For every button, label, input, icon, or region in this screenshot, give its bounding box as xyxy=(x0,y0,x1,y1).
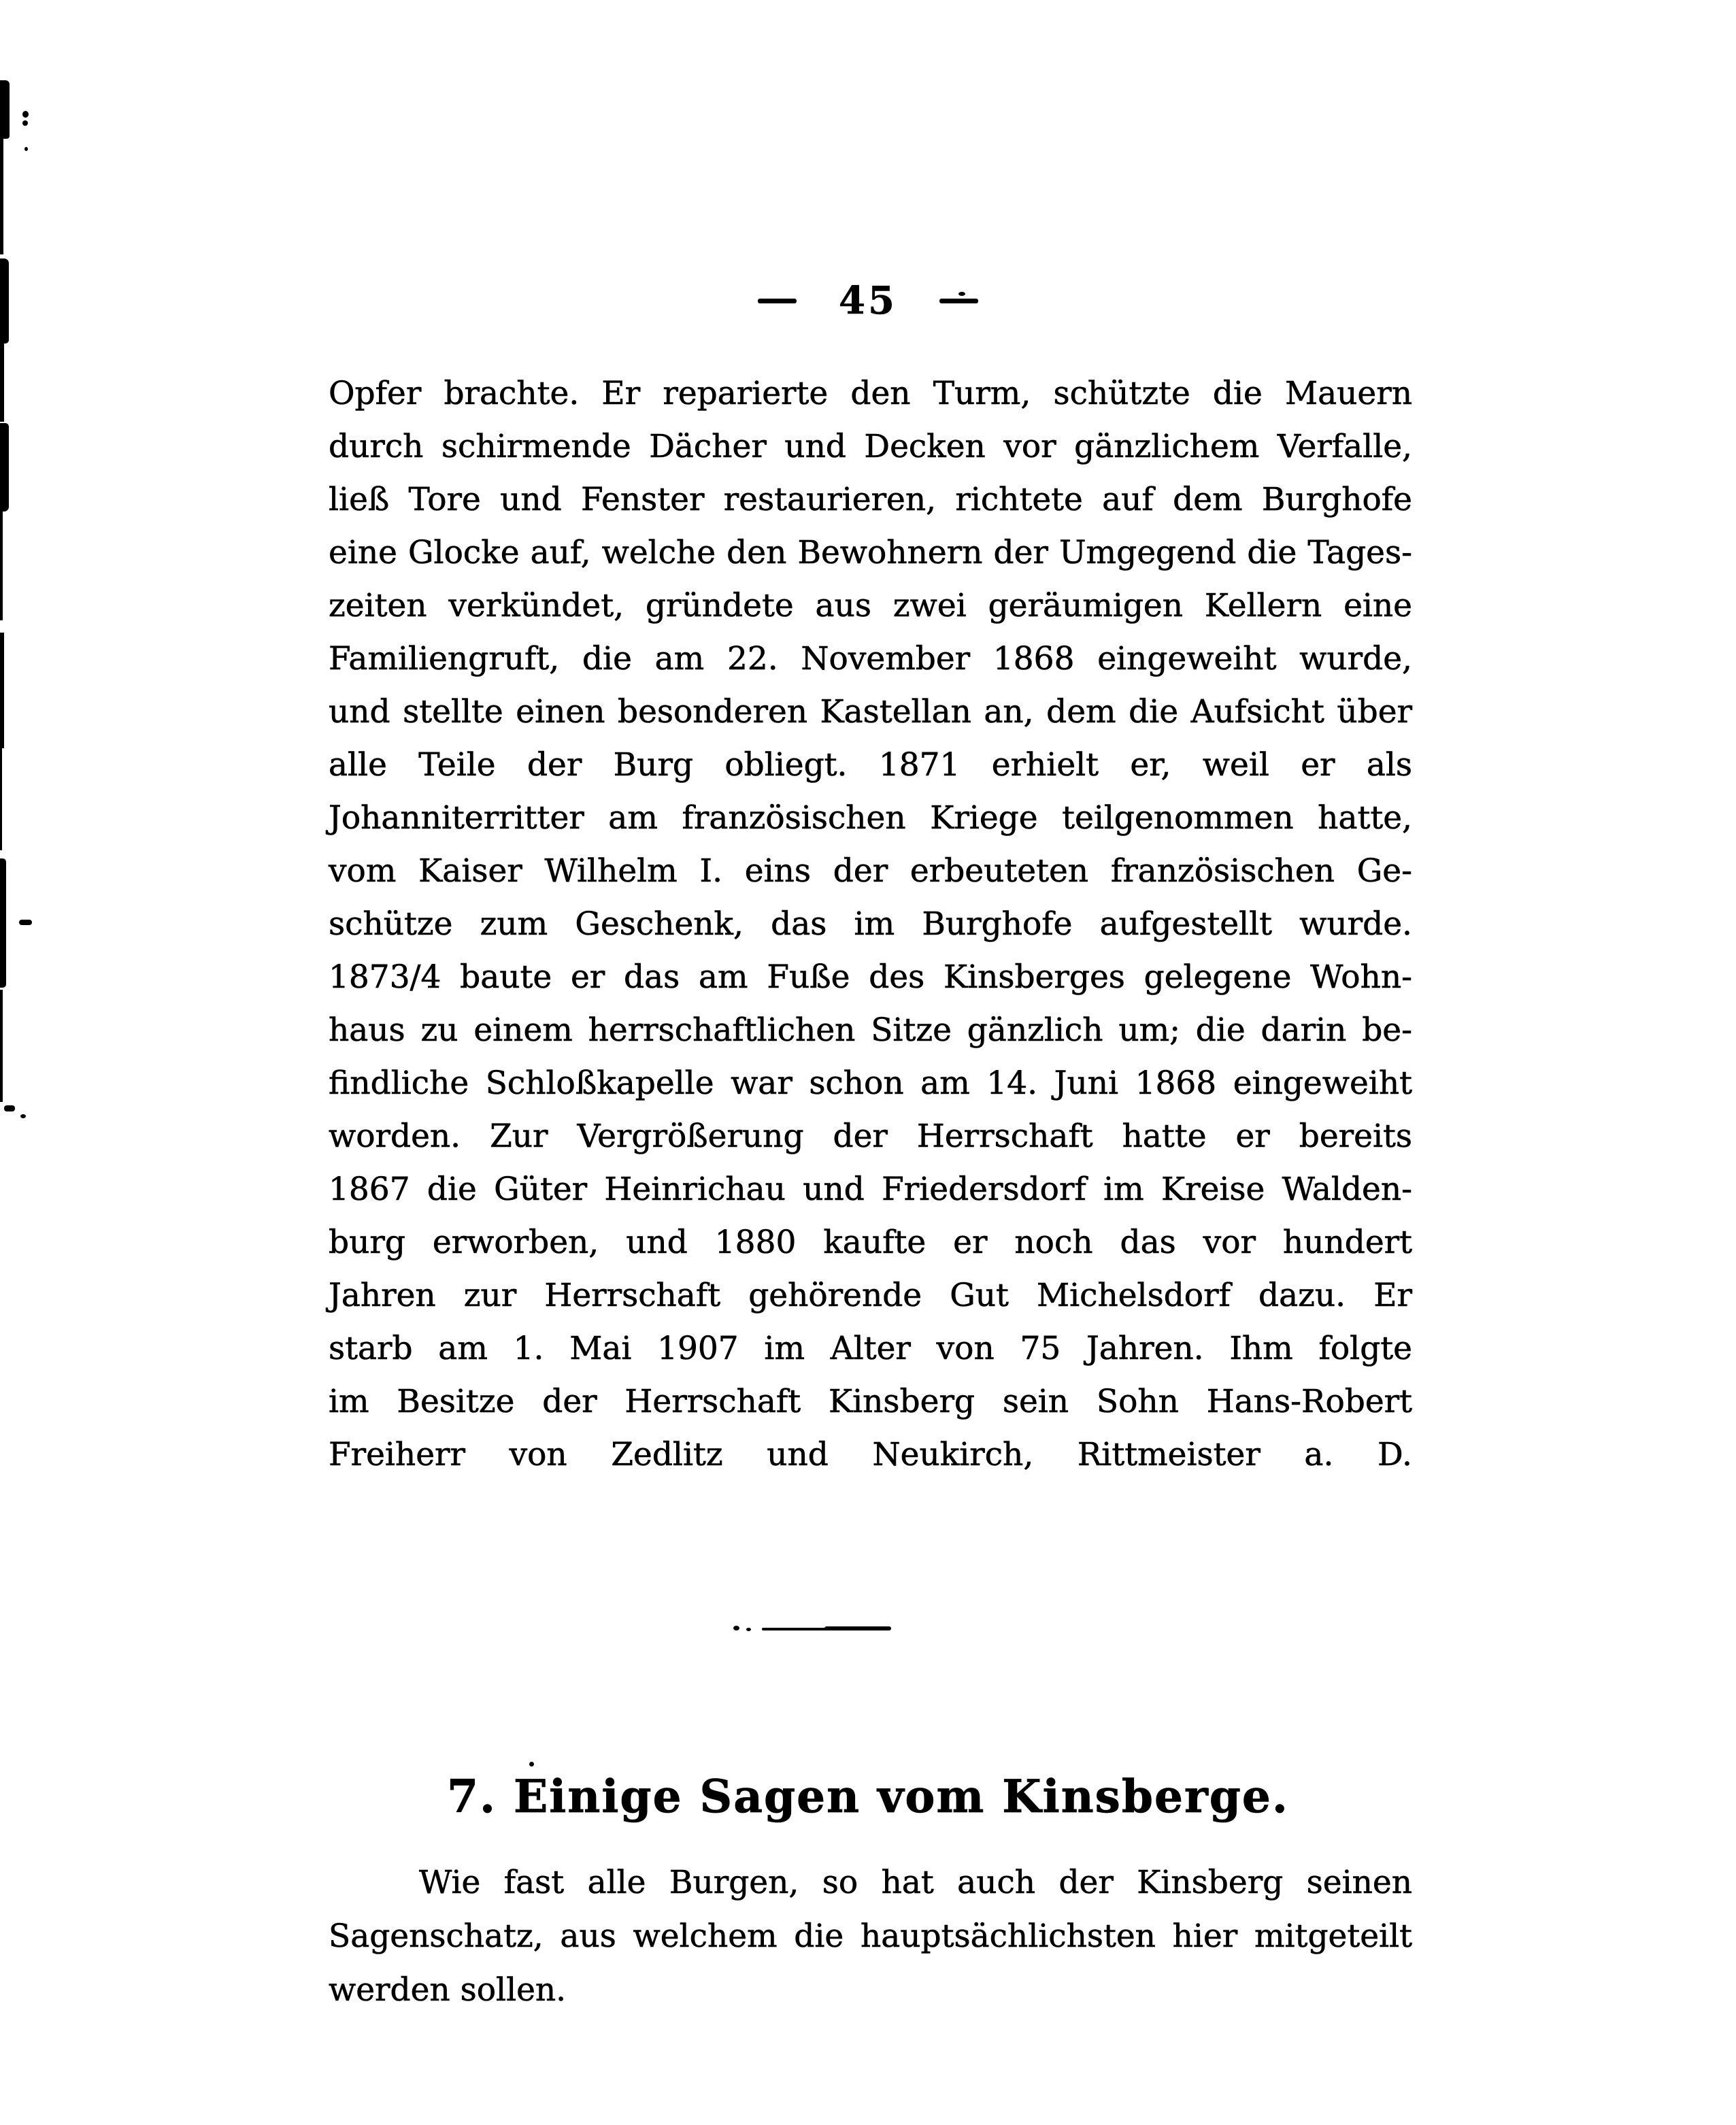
text-line: eine Glocke auf, welche den Bewohnern der Umgegend die Tages- xyxy=(329,534,1412,571)
scan-artifact xyxy=(0,512,3,620)
page-number: 45 xyxy=(839,278,897,323)
text-line: worden. Zur Vergrößerung der Herrschaft hatte er bereits xyxy=(329,1118,1412,1155)
text-line: durch schirmende Dächer und Decken vor gänzlichem Verfalle, xyxy=(329,428,1412,465)
scan-artifact xyxy=(0,858,6,988)
scan-artifact xyxy=(0,258,9,344)
scan-artifact xyxy=(24,147,28,151)
divider-rule xyxy=(824,1626,891,1630)
scan-artifact xyxy=(0,423,9,512)
text-line: im Besitze der Herrschaft Kinsberg sein Sohn Hans-Robert xyxy=(329,1383,1412,1420)
text-line: zeiten verkündet, gründete aus zwei geräumigen Kellern eine xyxy=(329,587,1412,624)
text-line: Familiengruft, die am 22. November 1868 eingeweiht wurde, xyxy=(329,640,1412,677)
scan-artifact xyxy=(4,1105,15,1111)
section-divider xyxy=(728,1623,898,1634)
divider-dot xyxy=(733,1626,739,1630)
text-line: burg erworben, und 1880 kaufte er noch das vor hundert xyxy=(329,1224,1412,1261)
paragraph-continuation xyxy=(329,367,1412,1482)
scan-artifact xyxy=(0,344,4,422)
header-dash-left xyxy=(758,299,797,303)
text-line: und stellte einen besonderen Kastellan an, dem die Aufsicht über xyxy=(329,693,1412,731)
scan-artifact xyxy=(19,920,32,925)
divider-rule xyxy=(762,1628,829,1630)
text-line: Sagenschatz, aus welchem die hauptsächlichsten hier mitgeteilt xyxy=(329,1918,1412,1955)
scan-artifact xyxy=(0,80,10,139)
scan-artifact xyxy=(0,990,3,1102)
scan-artifact xyxy=(0,139,3,254)
scan-artifact xyxy=(22,120,28,126)
text-line: Johanniterritter am französischen Kriege teilgenommen hatte, xyxy=(329,799,1412,837)
divider-dot xyxy=(746,1628,751,1631)
scan-artifact xyxy=(20,1114,26,1118)
text-line: schütze zum Geschenk, das im Burghofe aufgestellt wurde. xyxy=(329,905,1412,943)
text-line: 1873/4 baute er das am Fuße des Kinsberges gelegene Wohn- xyxy=(329,958,1412,996)
text-line: ließ Tore und Fenster restaurieren, richtete auf dem Burghofe xyxy=(329,481,1412,518)
page-header xyxy=(0,279,1736,322)
scan-artifact xyxy=(0,633,4,748)
text-line: starb am 1. Mai 1907 im Alter von 75 Jahren. Ihm folgte xyxy=(329,1330,1412,1367)
scan-artifact xyxy=(0,748,2,850)
text-line: findliche Schloßkapelle war schon am 14. Juni 1868 eingeweiht xyxy=(329,1065,1412,1102)
text-line: vom Kaiser Wilhelm I. eins der erbeuteten französischen Ge- xyxy=(329,852,1412,890)
text-line: Opfer brachte. Er reparierte den Turm, schützte die Mauern xyxy=(329,375,1412,412)
scan-speck xyxy=(958,292,965,296)
text-line: Wie fast alle Burgen, so hat auch der Kinsberg seinen xyxy=(419,1864,1412,1901)
scan-artifact xyxy=(22,111,29,118)
text-line: werden sollen. xyxy=(329,1971,567,2009)
text-line: 1867 die Güter Heinrichau und Friedersdorf im Kreise Walden- xyxy=(329,1171,1412,1208)
text-line: alle Teile der Burg obliegt. 1871 erhielt er, weil er als xyxy=(329,746,1412,784)
header-dash-right xyxy=(939,299,978,303)
text-line: Freiherr von Zedlitz und Neukirch, Rittmeister a. D. xyxy=(329,1436,1412,1473)
text-line: haus zu einem herrschaftlichen Sitze gänzlich um; die darin be- xyxy=(329,1011,1412,1049)
text-line: Jahren zur Herrschaft gehörende Gut Michelsdorf dazu. Er xyxy=(329,1277,1412,1314)
section-paragraph xyxy=(329,1856,1412,2017)
section-heading: 7. Einige Sagen vom Kinsberge. xyxy=(447,1770,1289,1823)
scan-artifact xyxy=(529,1762,534,1767)
